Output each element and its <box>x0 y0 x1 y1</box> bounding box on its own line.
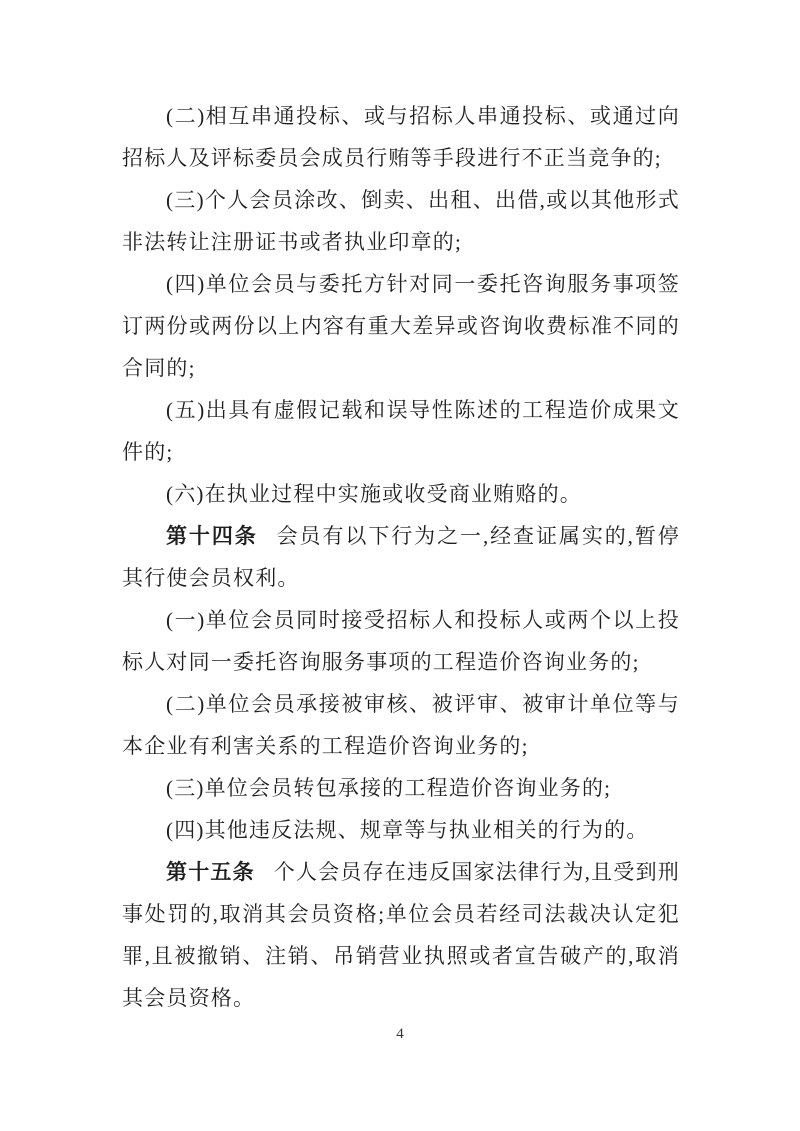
clause-paragraph: (一)单位会员同时接受招标人和投标人或两个以上投标人对同一委托咨询服务事项的工程造价咨询业务的; <box>122 608 680 674</box>
article-number-label: 第十五条 <box>166 860 255 884</box>
clause-paragraph: (六)在执业过程中实施或收受商业贿赂的。 <box>166 482 582 506</box>
clause-paragraph: (四)单位会员与委托方针对同一委托咨询服务事项签订两份或两份以上内容有重大差异或咨询收费标准不同的合同的; <box>122 272 680 380</box>
clause-paragraph: (五)出具有虚假记载和误导性陈述的工程造价成果文件的; <box>122 398 680 464</box>
article-number-label: 第十四条 <box>166 524 258 548</box>
document-body <box>122 95 680 1019</box>
clause-paragraph: (四)其他违反法规、规章等与执业相关的行为的。 <box>166 818 649 842</box>
article-paragraph: 第十五条 个人会员存在违反国家法律行为,且受到刑事处罚的,取消其会员资格;单位会员若经司法裁决认定犯罪,且被撤销、注销、吊销营业执照或者宣告破产的,取消其会员资格。 <box>122 860 680 1010</box>
clause-paragraph: (三)个人会员涂改、倒卖、出租、出借,或以其他形式非法转让注册证书或者执业印章的; <box>122 188 680 254</box>
page-number: 4 <box>396 1026 404 1042</box>
clause-paragraph: (二)单位会员承接被审核、被评审、被审计单位等与本企业有利害关系的工程造价咨询业务的; <box>122 692 680 758</box>
article-paragraph: 第十四条 会员有以下行为之一,经查证属实的,暂停其行使会员权利。 <box>122 524 680 590</box>
clause-paragraph: (三)单位会员转包承接的工程造价咨询业务的; <box>166 776 612 800</box>
clause-paragraph: (二)相互串通投标、或与招标人串通投标、或通过向招标人及评标委员会成员行贿等手段进行不正当竞争的; <box>122 104 680 170</box>
